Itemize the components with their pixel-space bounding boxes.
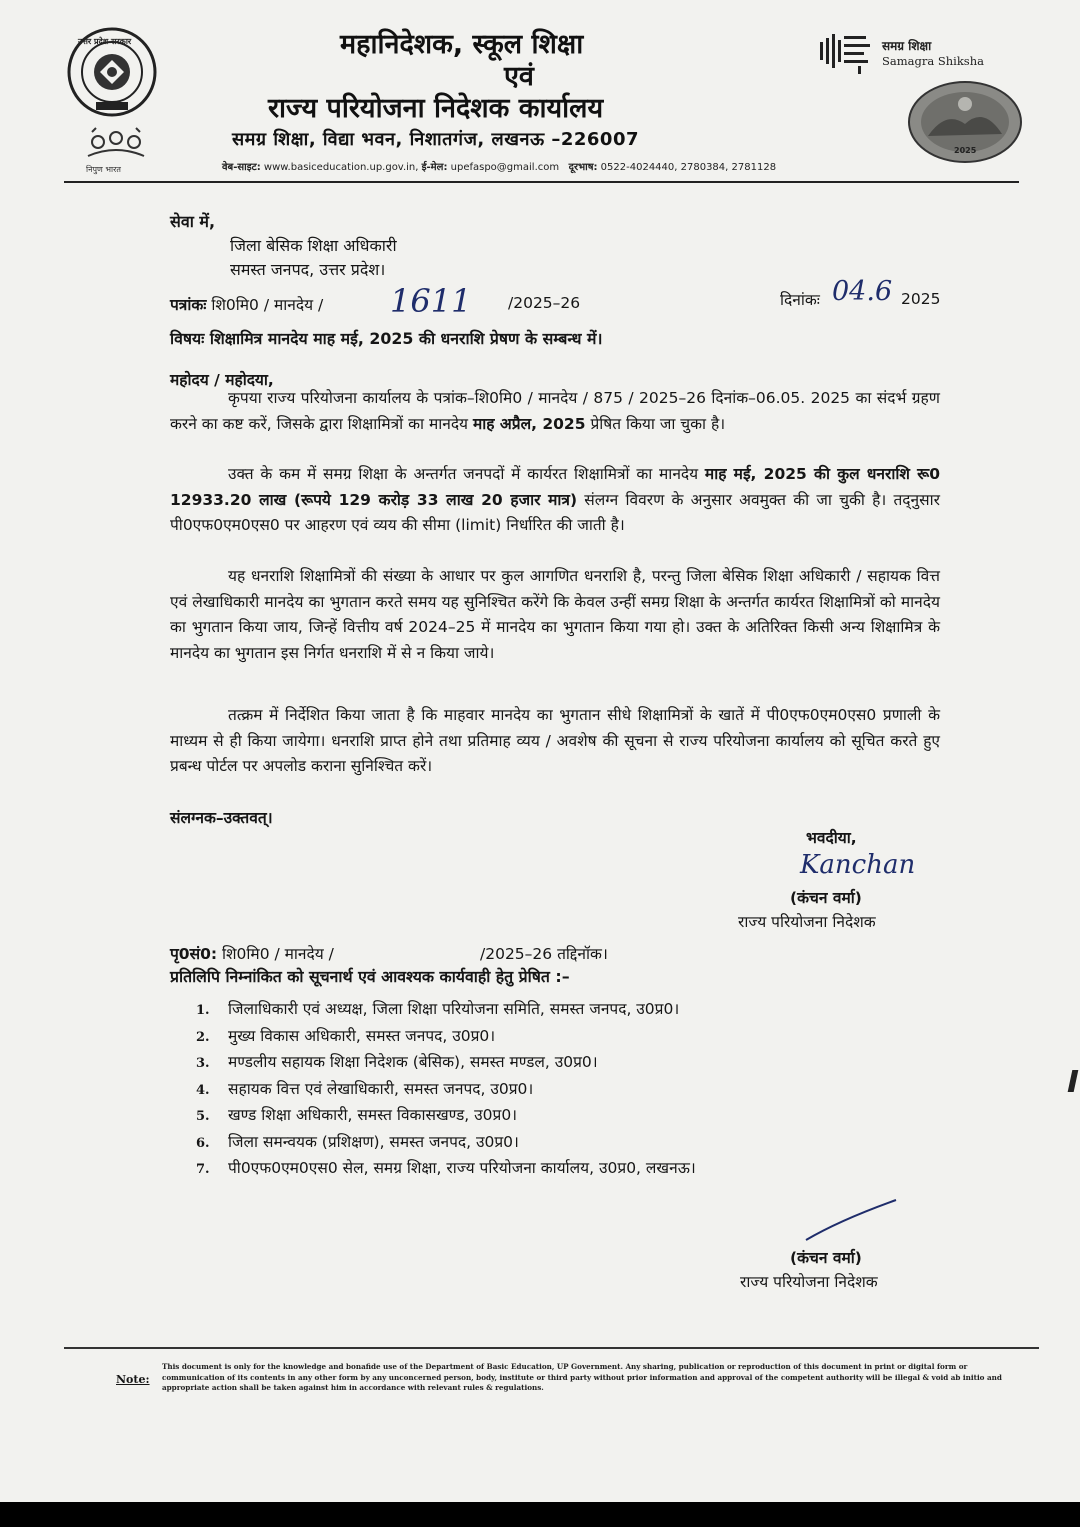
copy-ref-suffix: /2025–26 तद्दिनॉक। [480,945,608,963]
paragraph-3 [170,564,940,666]
list-text: पी0एफ0एम0एस0 सेल, समग्र शिक्षा, राज्य परियोजना कार्यालय, उ0प्र0, लखनऊ। [228,1159,696,1177]
para2-end: संलग्न विवरण के अनुसार अवमुक्त की जा चुकी है। तद्नुसार पी0एफ0एम0एस0 पर आहरण एवं व्यय की सीमा (limit) निर्धारित की जाती है। [170,490,940,534]
ref-label: पत्रांकः [170,296,207,314]
samagra-hindi: समग्र शिक्षा [882,39,932,53]
paragraph-1 [170,386,940,437]
note-text: This document is only for the knowledge and bonafide use of the Department of Basic Education, UP Government. Any sharing, publication or reproduction of this document in print or digital form or communication of its contents in any other form by any unconcerned person, body, institute or third party without prior information and approval of the competent authority will be illegal & void ab initio and appropriate action shall be taken against him in accordance with relevant rules & regulations. [162,1362,1002,1392]
list-item [196,1129,696,1156]
emblem-text: उत्तर प्रदेश सरकार [78,37,132,46]
copy-signatory-title: राज्य परियोजना निदेशक [740,1273,878,1291]
list-item [196,996,696,1023]
ref-number-handwritten: 1611 [390,282,472,320]
header-title-line3: राज्य परियोजना निदेशक कार्यालय [268,93,604,124]
para2-bold: माह मई, 2025 की कुल धनराशि रू0 12933.20 लाख (रूपये 129 करोड़ 33 लाख 20 हजार मात्र) [170,465,940,509]
header-title-line1: महानिदेशक, स्कूल शिक्षा [340,29,584,60]
list-number: 5. [196,1109,210,1124]
copy-signatory-name: (कंचन वर्मा) [790,1249,862,1267]
list-item [196,1023,696,1050]
web-label: वेब-साइट: [222,162,261,173]
header-contact-line [222,159,776,173]
salutation-to: सेवा में, [170,212,216,231]
samagra-shiksha-logo-icon [818,32,876,76]
signatory-name: (कंचन वर्मा) [790,889,862,907]
list-number: 1. [196,1003,210,1018]
para1-text: कृपया राज्य परियोजना कार्यालय के पत्रांक–शि0मि0 / मानदेय / 875 / 2025–26 दिनांक–06.05. 2025 का संदर्भ ग्रहण करने का कष्ट करें, जिसके द्वारा शिक्षामित्रों का मानदेय [170,389,940,433]
copy-ref-label: पृ0सं0: [170,945,218,963]
list-number: 3. [196,1056,210,1071]
nipun-bharat-caption: निपुण भारत [86,165,121,174]
ref-suffix: /2025–26 [508,294,581,312]
list-number: 7. [196,1162,210,1177]
note-label: Note: [116,1373,150,1386]
phone: 0522-4024440, 2780384, 2781128 [600,162,777,173]
list-number: 6. [196,1135,210,1151]
para1-bold: माह अप्रैल, 2025 [473,414,586,433]
list-text: सहायक वित्त एवं लेखाधिकारी, समस्त जनपद, उ0प्र0। [228,1079,534,1098]
list-item [196,1102,696,1129]
date-label: दिनांकः [780,291,820,309]
recipient-line2: समस्त जनपद, उत्तर प्रदेश। [230,260,386,279]
header-divider [64,181,1019,183]
samagra-english: Samagra Shiksha [882,54,984,68]
paragraph-4 [170,703,940,780]
website: www.basiceducation.up.gov.in, [263,162,419,173]
date-year: 2025 [901,290,941,308]
greeting: महोदय / महोदया, [170,371,274,389]
header-title-line2: एवं [504,61,534,92]
copy-heading: प्रतिलिपि निम्नांकित को सूचनार्थ एवं आवश्यक कार्यवाही हेतु प्रेषित :– [170,967,570,986]
reference-line [170,293,323,315]
list-text: खण्ड शिक्षा अधिकारी, समस्त विकासखण्ड, उ0प्र0। [228,1106,518,1124]
list-item [196,1155,696,1182]
signature-stroke-icon [800,1196,900,1246]
list-number: 2. [196,1029,210,1045]
enclosure: संलग्नक–उक्तवत्। [170,809,273,827]
para1-end: प्रेषित किया जा चुका है। [590,414,726,433]
paragraph-2 [170,462,940,539]
list-number: 4. [196,1082,210,1098]
list-item [196,1076,696,1103]
signatory-title: राज्य परियोजना निदेशक [738,913,876,931]
list-text: जिला समन्वयक (प्रशिक्षण), समस्त जनपद, उ0प्र0। [228,1132,519,1151]
list-item [196,1049,696,1076]
copy-ref-text: शि0मि0 / मानदेय / [222,945,334,963]
email-label: ई-मेल: [421,162,448,173]
subject-line: विषयः शिक्षामित्र मानदेय माह मई, 2025 की धनराशि प्रेषण के सम्बन्ध में। [170,329,603,348]
para4-text: तत्क्रम में निर्देशित किया जाता है कि माहवार मानदेय का भुगतान सीधे शिक्षामित्रों के खातें में पी0एफ0एम0एस0 प्रणाली के माध्यम से ही किया जायेगा। धनराशि प्राप्त होने तथा प्रतिमाह व्यय / अवशेष की सूचना से राज्य परियोजना कार्यालय को सूचित करते हुए प्रबन्ध पोर्टल पर अपलोड कराना सुनिश्चित करें। [170,706,940,775]
copy-reference-line [170,942,334,964]
list-text: जिलाधिकारी एवं अध्यक्ष, जिला शिक्षा परियोजना समिति, समस्त जनपद, उ0प्र0। [228,1000,680,1018]
list-text: मुख्य विकास अधिकारी, समस्त जनपद, उ0प्र0। [228,1026,496,1045]
footer-divider [64,1347,1039,1349]
ref-prefix: शि0मि0 / मानदेय / [211,296,324,314]
phone-label: दूरभाष: [568,162,598,173]
scan-artifact [1068,1070,1079,1092]
para2-text: उक्त के कम में समग्र शिक्षा के अन्तर्गत जनपदों में कार्यरत शिक्षामित्रों का मानदेय [228,465,699,483]
list-text: मण्डलीय सहायक शिक्षा निदेशक (बेसिक), समस्त मण्डल, उ0प्र0। [228,1053,598,1071]
seal-year: 2025 [954,146,977,155]
recipient-line1: जिला बेसिक शिक्षा अधिकारी [230,236,397,255]
para3-text: यह धनराशि शिक्षामित्रों की संख्या के आधार पर कुल आगणित धनराशि है, परन्तु जिला बेसिक शिक्षा अधिकारी / सहायक वित्त एवं लेखाधिकारी मानदेय का भुगतान करते समय यह सुनिश्चित करेंगे कि केवल उन्हीं समग्र शिक्षा के अन्तर्गत कार्यरत शिक्षामित्रों को मानदेय का भुगतान किया जाय, जिन्हें वित्तीय वर्ष 2024–25 में मानदेय का भुगतान किया गया हो। उक्त के अतिरिक्त किसी अन्य शिक्षामित्र के मानदेय का भुगतान इस निर्गत धनराशि में से न किया जाये। [170,567,940,662]
date-handwritten: 04.6 [832,276,893,307]
nipun-bharat-logo-icon [80,126,152,166]
signature: Kanchan [800,850,916,880]
closing: भवदीया, [806,829,857,847]
header-address: समग्र शिक्षा, विद्या भवन, निशातगंज, लखनऊ –226007 [232,129,639,150]
copy-recipient-list [196,996,696,1182]
email: upefaspo@gmail.com [450,162,560,173]
